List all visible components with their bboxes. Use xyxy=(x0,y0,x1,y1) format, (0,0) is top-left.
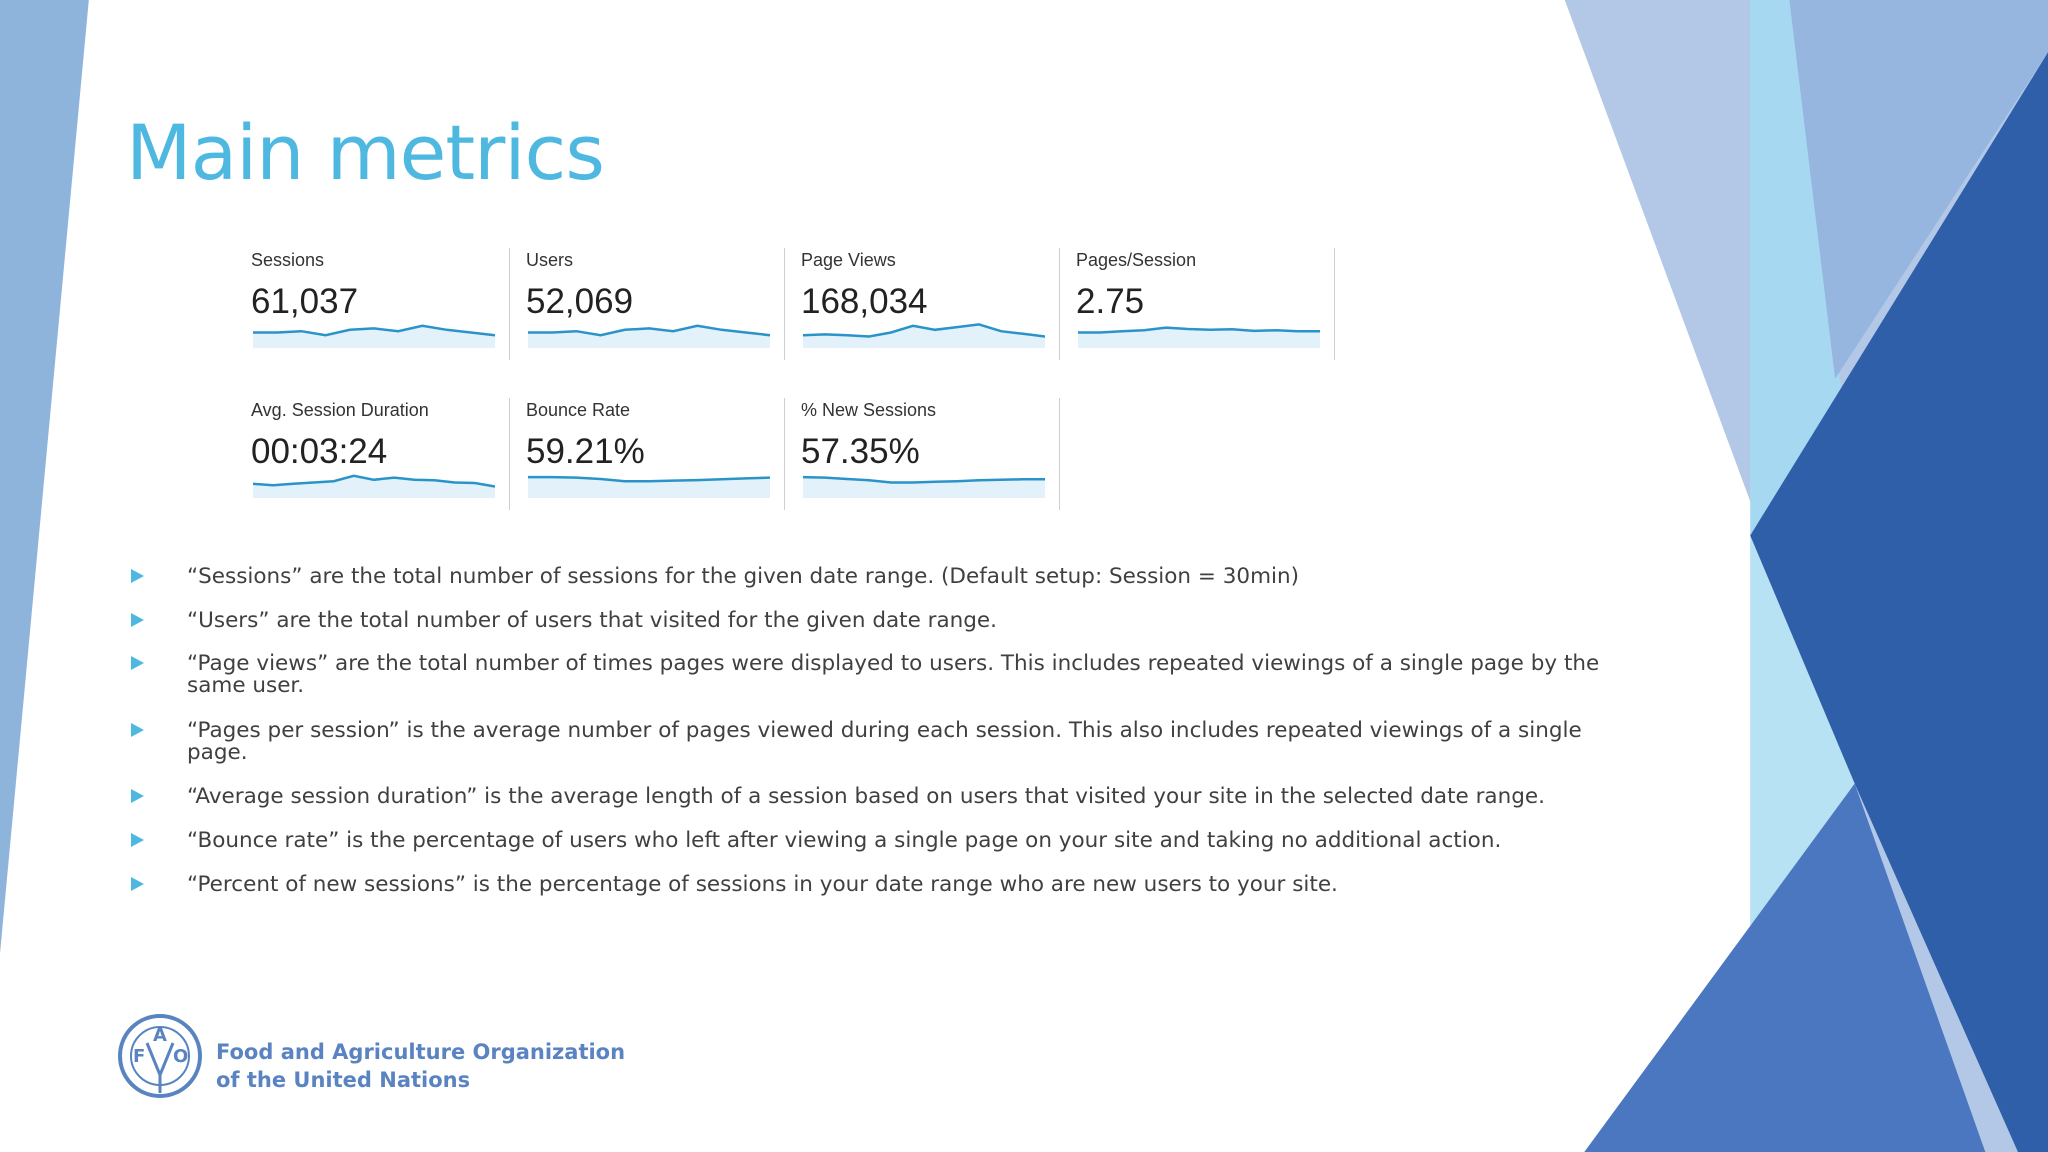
metric-card-pages-session[interactable] xyxy=(1076,248,1335,360)
bullet-item xyxy=(131,830,1607,852)
org-name-line2: of the United Nations xyxy=(216,1068,471,1092)
metric-label: Page Views xyxy=(801,250,896,270)
metric-label: Pages/Session xyxy=(1076,250,1197,270)
metric-label: Avg. Session Duration xyxy=(251,400,429,420)
bullet-text: “Users” are the total number of users that visited for the given date range. xyxy=(187,608,997,633)
org-name xyxy=(216,1038,625,1094)
bullet-text: “Average session duration” is the average length of a session based on users that visited your site in the selected date range. xyxy=(187,784,1545,809)
bullet-arrow-icon xyxy=(131,613,144,627)
bullet-arrow-icon xyxy=(131,569,144,583)
sparkline xyxy=(528,468,770,498)
bullet-text: “Bounce rate” is the percentage of users who left after viewing a single page on your site and taking no additional action. xyxy=(187,828,1502,853)
left-strip xyxy=(0,0,89,953)
metric-value: 59.21% xyxy=(526,432,645,471)
bullet-arrow-icon xyxy=(131,877,144,891)
sparkline xyxy=(803,468,1045,498)
metric-value: 61,037 xyxy=(251,282,359,321)
metric-card-sessions[interactable] xyxy=(251,248,510,360)
bullet-text: “Sessions” are the total number of sessions for the given date range. (Default setup: Session = 30min) xyxy=(187,564,1300,589)
metric-label: Users xyxy=(526,250,574,270)
metric-label: % New Sessions xyxy=(801,400,937,420)
metric-card-page-views[interactable] xyxy=(801,248,1060,360)
sparkline xyxy=(253,318,495,348)
fao-logo-emblem xyxy=(117,1013,203,1099)
sparkline xyxy=(1078,318,1320,348)
bullet-item xyxy=(131,874,1607,896)
bullet-text: “Percent of new sessions” is the percentage of sessions in your date range who are new users to your site. xyxy=(187,872,1338,897)
metric-card-avg-session-duration[interactable] xyxy=(251,398,510,510)
metric-value: 168,034 xyxy=(801,282,928,321)
metric-card-users[interactable] xyxy=(526,248,785,360)
bullet-item xyxy=(131,610,1607,632)
bullet-item xyxy=(131,566,1607,588)
metric-value: 52,069 xyxy=(526,282,634,321)
svg-text:O: O xyxy=(173,1046,189,1067)
bullet-arrow-icon xyxy=(131,789,144,803)
bullet-arrow-icon xyxy=(131,833,144,847)
bullet-arrow-icon xyxy=(131,723,144,737)
page-title: Main metrics xyxy=(126,108,604,197)
svg-text:F: F xyxy=(133,1046,146,1067)
metric-card-bounce-rate[interactable] xyxy=(526,398,785,510)
metric-card-new-sessions[interactable] xyxy=(801,398,1060,510)
bullet-text: “Pages per session” is the average number of pages viewed during each session. This also includes repeated viewings of a single page. xyxy=(187,718,1582,765)
sparkline xyxy=(253,468,495,498)
svg-text:A: A xyxy=(153,1025,167,1046)
bullet-arrow-icon xyxy=(131,656,144,670)
metric-label: Bounce Rate xyxy=(526,400,631,420)
metric-label: Sessions xyxy=(251,250,325,270)
bullet-item xyxy=(131,786,1607,808)
sparkline xyxy=(528,318,770,348)
metric-value: 00:03:24 xyxy=(251,432,388,471)
sparkline xyxy=(803,318,1045,348)
bullet-item xyxy=(131,720,1607,764)
metric-value: 2.75 xyxy=(1076,282,1145,321)
org-name-line1: Food and Agriculture Organization xyxy=(216,1040,626,1064)
metric-value: 57.35% xyxy=(801,432,920,471)
bullet-item xyxy=(131,653,1607,697)
bullet-text: “Page views” are the total number of times pages were displayed to users. This includes repeated viewings of a single page by the same user. xyxy=(187,651,1600,698)
